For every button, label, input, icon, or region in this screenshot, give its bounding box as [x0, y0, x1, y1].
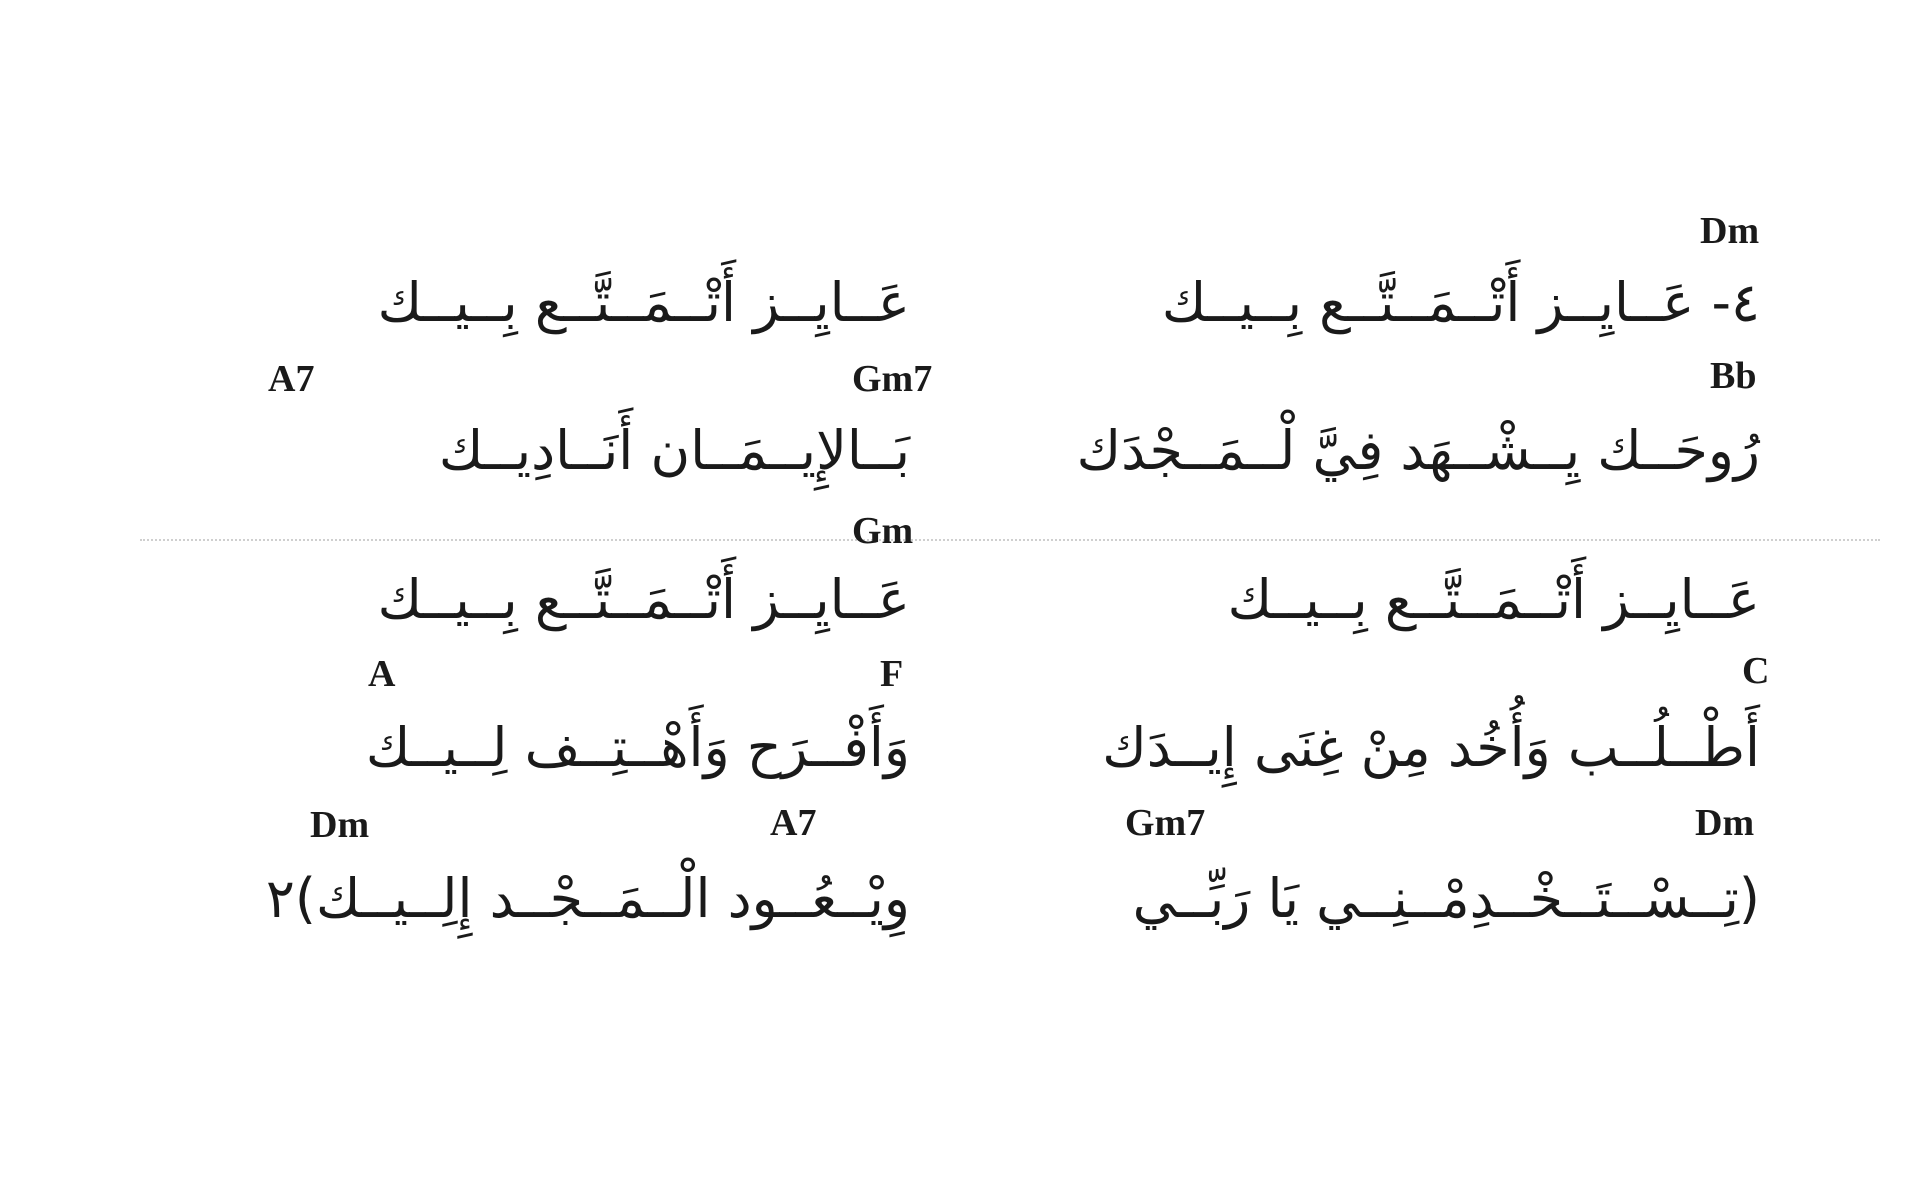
lyric-line1-left: عَــايِــز أَتْــمَــتَّــع بِــيــك — [377, 271, 910, 334]
chord-dm-line5: Dm — [1695, 802, 1755, 844]
lyric-line3-right: عَــايِــز أَتْــمَــتَّــع بِــيــك — [1227, 568, 1760, 631]
chord-dm-line5-left: Dm — [310, 804, 370, 846]
lyric-line2-left: بَــالإِيــمَــان أَنَــادِيــك — [438, 419, 910, 482]
chord-dm-line1: Dm — [1700, 210, 1760, 252]
chord-a7-line5: A7 — [770, 802, 817, 844]
lyric-line1-right: ٤- عَــايِــز أَتْــمَــتَّــع بِــيــك — [1161, 271, 1760, 334]
lyric-line4-left: وَأَفْــرَح وَأَهْــتِــف لِــيــك — [365, 716, 910, 779]
chord-gm-line3: Gm — [852, 510, 914, 552]
chord-gm7-line2: Gm7 — [852, 358, 933, 400]
lyric-line4-right: أَطْــلُــب وَأُخُد مِنْ غِنَى إِيــدَك — [1102, 716, 1760, 779]
chord-c-line4: C — [1742, 650, 1770, 692]
chord-f-line4: F — [880, 653, 904, 695]
lyric-line2-right: رُوحَــك يِــشْــهَد فِيَّ لْــمَــجْدَك — [1076, 419, 1760, 482]
chord-bb-line2: Bb — [1710, 355, 1757, 397]
dotted-divider — [140, 539, 1880, 541]
chord-a-line4: A — [368, 653, 396, 695]
lyric-line5-left: وِيْــعُــود الْــمَــجْــد إِلِــيــك)٢ — [265, 867, 910, 930]
chord-gm7-line5: Gm7 — [1125, 802, 1206, 844]
chord-a7-line2: A7 — [268, 358, 315, 400]
lyric-line3-left: عَــايِــز أَتْــمَــتَّــع بِــيــك — [377, 568, 910, 631]
lyric-line5-right: (تِــسْــتَــخْــدِمْــنِــي يَا رَبِّــي — [1132, 867, 1760, 930]
